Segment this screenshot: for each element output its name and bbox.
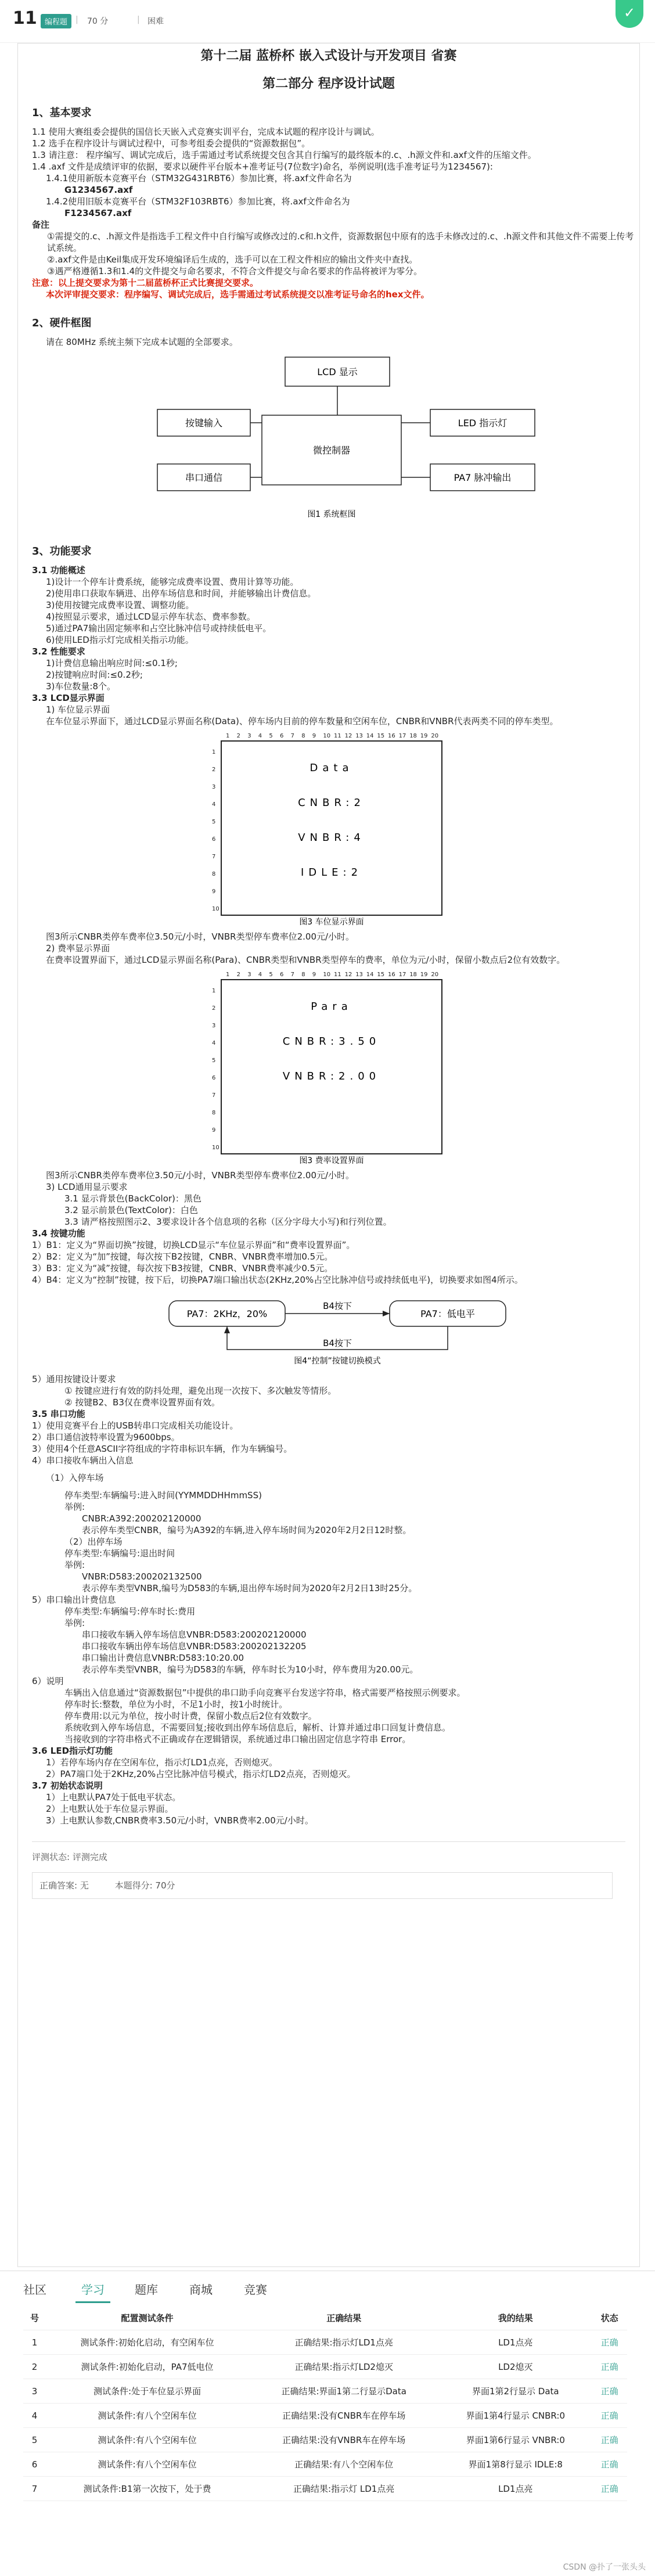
text: （2）出停车场 [64, 1537, 123, 1547]
table-cell: 6 [23, 2452, 46, 2477]
column-header: 号 [23, 2306, 46, 2330]
screen-title: Data [309, 762, 354, 774]
text: 1.2 选手在程序设计与调试过程中，可参考组委会提供的“资源数据包”。 [32, 138, 311, 149]
lcd-column-tick: 11 [334, 972, 341, 978]
lcd-column-tick: 9 [312, 733, 316, 739]
text: 3.2 显示前景色(TextColor)：白色 [64, 1205, 198, 1215]
mode-switch-diagram [134, 1289, 575, 1370]
lcd-column-tick: 3 [247, 972, 251, 978]
tab-learn[interactable]: 学习 [81, 2283, 105, 2297]
table-cell: 测试条件:初始化启动，PA7低电位 [46, 2355, 249, 2379]
column-header: 正确结果 [249, 2306, 439, 2330]
column-header: 我的结果 [439, 2306, 592, 2330]
lcd-column-tick: 4 [258, 972, 262, 978]
page-title: 第十二届 蓝桥杯 嵌入式设计与开发项目 省赛 [200, 49, 457, 63]
text: 图3所示CNBR类停车费率位3.50元/小时，VNBR类型停车费率位2.00元/小时。 [46, 1170, 355, 1181]
table-cell: 界面1第2行显示 Data [439, 2379, 592, 2404]
answer-box [32, 1872, 613, 1899]
table-cell: 正确 [592, 2330, 627, 2355]
table-cell: 测试条件:初始化启动，有空闲车位 [46, 2330, 249, 2355]
text: 5）串口输出计费信息 [32, 1595, 116, 1605]
page-subtitle: 第二部分 程序设计试题 [262, 77, 395, 91]
lcd-row-tick: 1 [212, 749, 216, 755]
lcd-column-tick: 10 [323, 972, 331, 978]
text: 6)使用LED指示灯完成相关指示功能。 [46, 635, 194, 645]
difficulty: 困难 [147, 17, 164, 26]
text: 4）串口接收车辆出入信息 [32, 1455, 134, 1466]
text: 1）使用竞赛平台上的USB转串口完成相关功能设计。 [32, 1420, 239, 1431]
lcd-column-tick: 14 [366, 972, 374, 978]
table-cell: 正确 [592, 2355, 627, 2379]
table-cell: 正确结果:界面1第二行显示Data [249, 2379, 439, 2404]
table-cell: 测试条件:处于车位显示界面 [46, 2379, 249, 2404]
table-cell: 测试条件:有八个空闲车位 [46, 2428, 249, 2452]
text: 停车类型:车辆编号:停车时长:费用 [64, 1606, 196, 1617]
section-heading: 2、硬件框图 [32, 317, 92, 329]
screen-title: Para [311, 1001, 352, 1013]
table-row [23, 2404, 627, 2428]
text: 3)车位数量:8个。 [46, 681, 116, 692]
text: 举例: [64, 1560, 85, 1570]
led-block: LED 指示灯 [458, 418, 508, 429]
table-cell: 4 [23, 2404, 46, 2428]
lcd-column-tick: 15 [377, 733, 385, 739]
tab-community[interactable]: 社区 [23, 2283, 46, 2297]
text: 2）串口通信波特率设置为9600bps。 [32, 1432, 180, 1442]
screen-line: IDLE:2 [300, 866, 363, 879]
column-header: 状态 [592, 2306, 627, 2330]
table-row [23, 2477, 627, 2501]
lcd-column-tick: 1 [226, 733, 230, 739]
text: ① 按键应进行有效的防抖处理，避免出现一次按下、多次触发等情形。 [64, 1386, 337, 1396]
top-bar [0, 0, 655, 43]
lcd-column-tick: 1 [226, 972, 230, 978]
table-cell: 正确 [592, 2379, 627, 2404]
text: 5)通过PA7输出固定频率和占空比脉冲信号或持续低电平。 [46, 623, 272, 634]
text: ②.axf文件是由Keil集成开发环境编译后生成的，选手可以在工程文件相应的输出文件夹中查找。 [47, 254, 418, 265]
text: 3）上电默认参数,CNBR费率3.50元/小时，VNBR费率2.00元/小时。 [46, 1815, 314, 1826]
table-row [23, 2428, 627, 2452]
table-row [23, 2355, 627, 2379]
lcd-row-tick: 2 [212, 1005, 216, 1012]
subsection-heading: 3.7 初始状态说明 [32, 1780, 103, 1791]
table-cell: 5 [23, 2428, 46, 2452]
lcd-column-tick: 6 [280, 972, 284, 978]
lcd-row-tick: 3 [212, 784, 216, 790]
lcd-column-tick: 11 [334, 733, 341, 739]
text: ③遇严格遵循1.3和1.4的文件提交与命名要求，不符合文件提交与命名要求的作品将被评为零分。 [47, 266, 423, 276]
text: 表示停车类型VNBR，编号为D583的车辆，停车时长为10小时，停车费用为20.00元。 [82, 1664, 419, 1675]
lcd-column-tick: 2 [236, 972, 240, 978]
text: 3）使用4个任意ASCII字符组成的字符串标识车辆，作为车辆编号。 [32, 1444, 293, 1454]
table-cell: 7 [23, 2477, 46, 2501]
table-cell: 界面1第8行显示 IDLE:8 [439, 2452, 592, 2477]
lcd-row-tick: 10 [212, 906, 219, 912]
problem-document [17, 43, 640, 2267]
lcd-column-tick: 8 [301, 972, 305, 978]
lcd-column-tick: 17 [398, 733, 406, 739]
lcd-column-tick: 10 [323, 733, 331, 739]
table-row [23, 2330, 627, 2355]
section-heading: 3、功能要求 [32, 545, 92, 557]
text: 1）上电默认PA7处于低电平状态。 [46, 1792, 181, 1803]
table-cell: 1 [23, 2330, 46, 2355]
text: 3）B3：定义为“减”按键，每次按下B3按键，CNBR、VNBR费率减少0.5元。 [32, 1263, 333, 1273]
text: 1)设计一个停车计费系统，能够完成费率设置、费用计算等功能。 [46, 577, 299, 587]
lcd-screen-data [210, 731, 454, 928]
subsection-heading: 3.5 串口功能 [32, 1409, 85, 1419]
lcd-column-tick: 19 [420, 733, 428, 739]
text: 4）B4：定义为“控制”按键，按下后，切换PA7端口输出状态(2KHz,20%占空比脉冲信号或持续低电平)，切换要求如图4所示。 [32, 1275, 523, 1285]
table-row [23, 2452, 627, 2477]
text: 1.1 使用大赛组委会提供的国信长天嵌入式竞赛实训平台，完成本试题的程序设计与调试。 [32, 127, 380, 137]
table-cell: 3 [23, 2379, 46, 2404]
lcd-row-tick: 4 [212, 1040, 216, 1046]
text: 1）B1：定义为“界面切换”按键，切换LCD显示“车位显示界面”和“费率设置界面”。 [32, 1240, 355, 1250]
figure-caption: 图3 费率设置界面 [299, 1156, 364, 1165]
table-cell: 2 [23, 2355, 46, 2379]
text: 停车类型:车辆编号:退出时间 [64, 1548, 175, 1559]
pa7-block: PA7 脉冲输出 [454, 472, 512, 483]
lcd-block: LCD 显示 [317, 366, 358, 377]
lcd-column-tick: 4 [258, 733, 262, 739]
table-cell: 正确结果:指示灯LD2熄灭 [249, 2355, 439, 2379]
text: 停车费用:以元为单位，按小时计费，保留小数点后2位有效数字。 [64, 1711, 317, 1721]
text: 2）PA7端口处于2KHz,20%占空比脉冲信号模式，指示灯LD2点亮，否则熄灭。 [46, 1769, 356, 1779]
lcd-column-tick: 6 [280, 733, 284, 739]
text: （1）入停车场 [46, 1473, 104, 1483]
lcd-column-tick: 7 [290, 733, 294, 739]
table-row [23, 2379, 627, 2404]
table-cell: 正确 [592, 2477, 627, 2501]
screen-line: VNBR:2.00 [282, 1070, 381, 1082]
question-number: 11 [13, 8, 37, 28]
table-cell: 正确结果:有八个空闲车位 [249, 2452, 439, 2477]
table-cell: 正确结果:指示灯 LD1点亮 [249, 2477, 439, 2501]
text: 2）B2：定义为“加”按键，每次按下B2按键，CNBR、VNBR费率增加0.5元。 [32, 1251, 333, 1262]
figure-caption: 图4“控制”按键切换模式 [294, 1357, 381, 1366]
review-status: 评测状态: 评测完成 [32, 1852, 107, 1862]
text: 请在 80MHz 系统主频下完成本试题的全部要求。 [46, 337, 238, 347]
screen-line: VNBR:4 [298, 832, 365, 844]
text: 2)使用串口获取车辆进、出停车场信息和时间，并能够输出计费信息。 [46, 588, 316, 599]
lcd-screen-para [210, 969, 454, 1167]
text: 1）若停车场内存在空闲车位，指示灯LD1点亮，否则熄灭。 [46, 1757, 278, 1768]
lcd-column-tick: 16 [388, 972, 395, 978]
text: 1.4.1使用新版本竞赛平台（STM32G431RBT6）参加比赛，将.axf文件命名为 [46, 173, 352, 184]
text: 举例: [64, 1502, 85, 1512]
text: 1.3 请注意： 程序编写、调试完成后，选手需通过考试系统提交包含其自行编写的最终版本的.c、.h源文件和.axf文件的压缩文件。 [32, 150, 537, 160]
table-cell: 界面1第6行显示 VNBR:0 [439, 2428, 592, 2452]
text: CNBR:A392:200202120000 [82, 1513, 201, 1524]
section-heading: 1、基本要求 [32, 107, 92, 119]
text: 车辆出入信息通过“资源数据包”中提供的串口助手向竞赛平台发送字符串，格式需要严格按照示例要求。 [64, 1688, 466, 1698]
lcd-column-tick: 12 [344, 972, 352, 978]
text: ② 按键B2、B3仅在费率设置界面有效。 [64, 1397, 220, 1408]
subsection-heading: 3.1 功能概述 [32, 565, 85, 575]
warning-text: 本次评审提交要求：程序编写、调试完成后，选手需通过考试系统提交以准考证号命名的hex文件。 [46, 289, 430, 300]
review-panel [32, 1841, 625, 1899]
text: VNBR:D583:200202132500 [82, 1571, 202, 1582]
lcd-row-tick: 6 [212, 836, 216, 843]
figure-caption: 图1 系统框图 [307, 510, 356, 519]
text: 1) 车位显示界面 [46, 704, 110, 715]
score: 70 分 [87, 17, 109, 26]
text: 2）上电默认处于车位显示界面。 [46, 1804, 174, 1814]
text: F1234567.axf [64, 208, 132, 218]
text: 1)计费信息输出响应时间:≤0.1秒; [46, 658, 178, 668]
text: 3)使用按键完成费率设置、调整功能。 [46, 600, 195, 610]
lcd-column-tick: 12 [344, 733, 352, 739]
lcd-column-tick: 15 [377, 972, 385, 978]
text: 5）通用按键设计要求 [32, 1374, 116, 1384]
text: 在车位显示界面下，通过LCD显示界面名称(Data)、停车场内目前的停车数量和空闲车位，CNBR和VNBR代表两类不同的停车类型。 [46, 716, 559, 726]
bottom-panel [0, 2271, 655, 2576]
text: 1.4.2使用旧版本竞赛平台（STM32F103RBT6）参加比赛，将.axf文件命名为 [46, 196, 350, 207]
text: 3.3 请严格按照图示2、3要求设计各个信息项的名称（区分字母大小写)和行列位置。 [64, 1217, 392, 1227]
divider: | [137, 15, 140, 24]
lcd-row-tick: 3 [212, 1023, 216, 1029]
lcd-column-tick: 14 [366, 733, 374, 739]
table-cell: 测试条件:有八个空闲车位 [46, 2452, 249, 2477]
text: 2)按键响应时间:≤0.2秒; [46, 670, 143, 680]
text: 4)按照显示要求，通过LCD显示停车状态、费率参数。 [46, 611, 255, 622]
subsection-heading: 3.4 按键功能 [32, 1228, 85, 1239]
score-earned: 本题得分: 70分 [114, 1880, 175, 1891]
active-tab-indicator [75, 2301, 110, 2303]
mcu-block: 微控制器 [312, 445, 351, 456]
subsection-heading: 3.6 LED指示灯功能 [32, 1746, 113, 1756]
lcd-row-tick: 7 [212, 1092, 216, 1099]
watermark: CSDN @扑了一张头头 [563, 2563, 646, 2572]
table-cell: 界面1第4行显示 CNBR:0 [439, 2404, 592, 2428]
lcd-row-tick: 2 [212, 767, 216, 773]
text: 6）说明 [32, 1676, 64, 1686]
column-header: 配置测试条件 [46, 2306, 249, 2330]
text: 当接收到的字符串格式不正确或存在逻辑错误，系统通过串口输出固定信息字符串 Error。 [64, 1734, 411, 1744]
mode-pulse: PA7：2KHz，20% [186, 1308, 268, 1319]
uart-block: 串口通信 [185, 472, 223, 483]
system-block-diagram [88, 351, 587, 526]
lcd-column-tick: 20 [431, 733, 439, 739]
screen-line: CNBR:2 [298, 797, 365, 809]
lcd-row-tick: 7 [212, 854, 216, 860]
subsection-heading: 3.3 LCD显示界面 [32, 693, 105, 703]
correct-answer: 正确答案: 无 [39, 1880, 89, 1891]
tab-contest[interactable]: 竞赛 [244, 2283, 267, 2297]
lcd-column-tick: 5 [269, 972, 273, 978]
text: G1234567.axf [64, 185, 133, 195]
text: 3) LCD通用显示要求 [46, 1182, 128, 1192]
table-cell: 正确结果:指示灯LD1点亮 [249, 2330, 439, 2355]
table-cell: 正确 [592, 2428, 627, 2452]
table-cell: 正确 [592, 2404, 627, 2428]
lcd-column-tick: 19 [420, 972, 428, 978]
table-cell: LD2熄灭 [439, 2355, 592, 2379]
screen-line: CNBR:3.50 [282, 1035, 381, 1048]
arrow-label: B4按下 [323, 1301, 352, 1311]
text: 表示停车类型VNBR,编号为D583的车辆,退出停车场时间为2020年2月2日13时25分。 [82, 1583, 418, 1593]
results-table [23, 2306, 627, 2501]
lcd-row-tick: 5 [212, 1057, 216, 1064]
lcd-column-tick: 9 [312, 972, 316, 978]
lcd-column-tick: 2 [236, 733, 240, 739]
text: 举例: [64, 1618, 85, 1628]
table-cell: LD1点亮 [439, 2330, 592, 2355]
lcd-column-tick: 18 [409, 733, 417, 739]
text: 1.4 .axf 文件是成绩评审的依据，要求以硬件平台版本+准考证号(7位数字)命名，举例说明(选手准考证号为1234567): [32, 161, 493, 172]
lcd-column-tick: 20 [431, 972, 439, 978]
type-badge: 编程题 [41, 14, 71, 28]
lcd-row-tick: 4 [212, 801, 216, 808]
lcd-row-tick: 5 [212, 819, 216, 825]
lcd-column-tick: 5 [269, 733, 273, 739]
text: 在费率设置界面下，通过LCD显示界面名称(Para)、CNBR类型和VNBR类型停车的费率，单位为元/小时，保留小数点后2位有效数字。 [46, 955, 566, 965]
lcd-column-tick: 13 [355, 733, 363, 739]
text: 停车时长:整数，单位为小时，不足1小时，按1小时统计。 [64, 1699, 288, 1710]
lcd-row-tick: 6 [212, 1075, 216, 1081]
warning-text: 注意：以上提交要求为第十二届蓝桥杯正式比赛提交要求。 [32, 278, 259, 288]
lcd-column-tick: 16 [388, 733, 395, 739]
check-icon[interactable]: ✓ [616, 0, 643, 28]
lcd-row-tick: 9 [212, 888, 216, 895]
table-cell: 正确结果:没有CNBR车在停车场 [249, 2404, 439, 2428]
text: 2) 费率显示界面 [46, 943, 110, 954]
text: 串口接收车辆出停车场信息VNBR:D583:200202132205 [82, 1641, 307, 1652]
subsection-heading: 3.2 性能要求 [32, 646, 85, 657]
lcd-column-tick: 13 [355, 972, 363, 978]
text: ①需提交的.c、.h源文件是指选手工程文件中自行编写或修改过的.c和.h文件，资源数据包中原有的选手未修改过的.c、.h源文件和其他文件不需要上传考试系统。 [47, 231, 634, 253]
text: 3.1 显示背景色(BackColor)：黑色 [64, 1193, 201, 1204]
lcd-column-tick: 3 [247, 733, 251, 739]
table-cell: 正确结果:没有VNBR车在停车场 [249, 2428, 439, 2452]
mode-low: PA7：低电平 [420, 1308, 475, 1319]
tab-problems[interactable]: 题库 [135, 2283, 158, 2297]
tab-shop[interactable]: 商城 [189, 2283, 213, 2297]
lcd-row-tick: 8 [212, 871, 216, 877]
lcd-row-tick: 8 [212, 1110, 216, 1116]
text: 系统收到入停车场信息，不需要回复;接收到出停车场信息后，解析、计算并通过串口回复计费信息。 [64, 1722, 451, 1733]
lcd-column-tick: 7 [290, 972, 294, 978]
lcd-column-tick: 17 [398, 972, 406, 978]
lcd-row-tick: 10 [212, 1145, 219, 1151]
lcd-column-tick: 8 [301, 733, 305, 739]
lcd-column-tick: 18 [409, 972, 417, 978]
key-block: 按键输入 [185, 418, 223, 429]
table-cell: 测试条件:有八个空闲车位 [46, 2404, 249, 2428]
arrow-label: B4按下 [323, 1338, 352, 1348]
table-cell: 正确 [592, 2452, 627, 2477]
figure-caption: 图3 车位显示界面 [299, 918, 364, 927]
divider: | [75, 15, 78, 24]
text: 图3所示CNBR类停车费率位3.50元/小时，VNBR类型停车费率位2.00元/小时。 [46, 931, 355, 942]
text: 串口接收车辆入停车场信息VNBR:D583:200202120000 [82, 1629, 307, 1640]
table-cell: 测试条件:B1第一次按下，处于费 [46, 2477, 249, 2501]
text: 串口输出计费信息VNBR:D583:10:20.00 [82, 1653, 244, 1663]
text: 停车类型:车辆编号:进入时间(YYMMDDHHmmSS) [64, 1490, 262, 1501]
lcd-row-tick: 1 [212, 988, 216, 994]
note-heading: 备注 [32, 220, 50, 230]
text: 表示停车类型CNBR，编号为A392的车辆,进入停车场时间为2020年2月2日12时整。 [82, 1525, 412, 1535]
lcd-row-tick: 9 [212, 1127, 216, 1134]
table-cell: LD1点亮 [439, 2477, 592, 2501]
